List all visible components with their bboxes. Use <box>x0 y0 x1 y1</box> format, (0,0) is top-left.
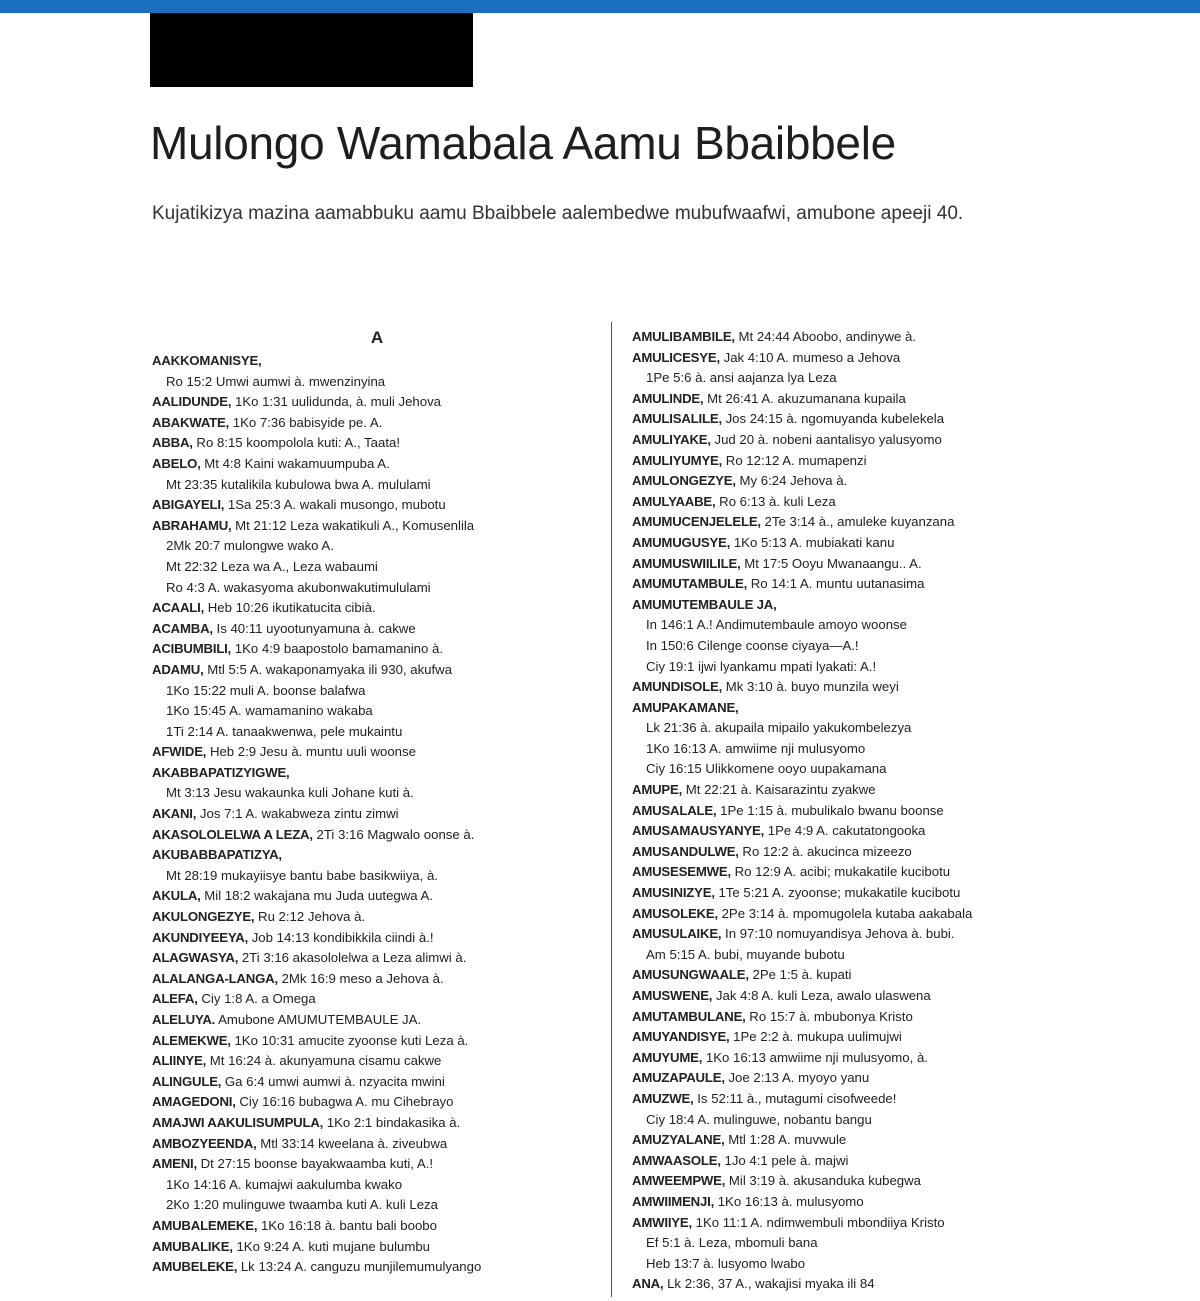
entry-headword: AKUBABBAPATIZYA, <box>152 847 282 863</box>
index-entry <box>632 533 1082 554</box>
index-entry <box>152 1175 602 1196</box>
entry-reference: My 6:24 Jehova à. <box>735 473 848 489</box>
entry-headword: AMUSALALE, <box>632 802 717 818</box>
index-entry <box>632 780 1082 801</box>
entry-reference: Joe 2:13 A. myoyo yanu <box>724 1070 870 1086</box>
entry-reference: 1Te 5:21 A. zyoonse; mukakatile kucibotu <box>714 885 961 901</box>
index-entry <box>152 372 602 393</box>
entry-reference: 1Jo 4:1 pele à. majwi <box>720 1152 849 1168</box>
index-entry <box>152 845 602 866</box>
entry-reference: Jak 4:8 A. kuli Leza, awalo ulaswena <box>712 988 931 1003</box>
entry-reference: Heb 10:26 ikutikatucita cibià. <box>204 600 376 616</box>
entry-headword: AMWIIMENJI, <box>632 1193 715 1209</box>
index-entry <box>152 701 602 722</box>
entry-reference: Mt 22:32 Leza wa A., Leza wabaumi <box>166 558 378 574</box>
index-entry <box>632 595 1082 616</box>
entry-reference: Ciy 16:16 bubagwa A. mu Cihebrayo <box>235 1094 454 1110</box>
index-entry <box>632 636 1082 657</box>
entry-headword: AMUMUTAMBULE, <box>632 576 748 592</box>
entry-reference: Lk 13:24 A. canguzu munjilemumulyango <box>237 1259 482 1275</box>
entry-reference: Jos 24:15 à. ngomuyanda kubelekela <box>721 411 945 427</box>
index-entry <box>632 1068 1082 1089</box>
index-entry <box>632 1171 1082 1192</box>
entry-reference: 1Ko 4:9 baapostolo bamamanino à. <box>231 641 444 657</box>
index-entry <box>632 1233 1082 1254</box>
redacted-block <box>150 13 473 87</box>
index-entry <box>152 392 602 413</box>
entry-reference: 2Pe 1:5 à. kupati <box>748 967 852 983</box>
index-entry <box>632 1048 1082 1069</box>
index-entry <box>632 862 1082 883</box>
index-entry <box>152 783 602 804</box>
index-entry <box>152 413 602 434</box>
index-entry <box>152 969 602 990</box>
entry-reference: Mtl 1:28 A. muvwule <box>724 1132 847 1148</box>
index-entry <box>632 677 1082 698</box>
index-entry <box>632 1274 1082 1295</box>
index-entry <box>632 718 1082 739</box>
entry-headword: AMAGEDONI, <box>152 1094 236 1110</box>
index-entry <box>632 821 1082 842</box>
entry-reference: Jos 7:1 A. wakabweza zintu zimwi <box>196 806 399 822</box>
entry-headword: AKULA, <box>152 888 201 904</box>
entry-reference: Amubone AMUMUTEMBAULE JA. <box>215 1012 422 1027</box>
index-entry <box>632 1254 1082 1275</box>
column-divider <box>611 322 612 1297</box>
entry-reference: Ro 8:15 koompolola kuti: A., Taata! <box>192 435 400 451</box>
index-entry <box>632 657 1082 678</box>
index-entry <box>152 989 602 1010</box>
entry-reference: Mt 21:12 Leza wakatikuli A., Komusenlila <box>231 517 475 533</box>
entry-reference: Ro 14:1 A. muntu uutanasima <box>747 576 925 592</box>
index-entry <box>152 948 602 969</box>
entry-headword: ABAKWATE, <box>152 414 230 430</box>
entry-reference: Mil 3:19 à. akusanduka kubegwa <box>725 1173 921 1189</box>
entry-headword: AMUSANDULWE, <box>632 843 739 859</box>
entry-headword: AKANI, <box>152 806 197 822</box>
index-entry <box>632 739 1082 760</box>
index-entry <box>632 451 1082 472</box>
entry-headword: AMULICESYE, <box>632 349 720 365</box>
entry-headword: AFWIDE, <box>152 744 207 760</box>
entry-headword: AMBOZYEENDA, <box>152 1135 257 1151</box>
entry-reference: Ciy 16:15 Ulikkomene ooyo uupakamana <box>646 761 887 777</box>
index-entry <box>632 492 1082 513</box>
entry-headword: AMUSESEMWE, <box>632 864 731 880</box>
index-entry <box>152 1134 602 1155</box>
entry-headword: AMULIYUMYE, <box>632 452 723 468</box>
entry-reference: Ro 12:9 A. acibi; mukakatile kucibotu <box>730 864 951 880</box>
entry-list-left <box>152 351 602 1278</box>
index-entry <box>632 430 1082 451</box>
entry-headword: AMUYUME, <box>632 1049 703 1065</box>
entry-headword: AMUSWENE, <box>632 988 713 1003</box>
index-entry <box>152 1237 602 1258</box>
entry-headword: AKABBAPATIZYIGWE, <box>152 764 290 780</box>
entry-headword: AMULYAABE, <box>632 493 716 509</box>
entry-reference: Ro 15:2 Umwi aumwi à. mwenzinyina <box>166 373 386 389</box>
entry-headword: AMUSOLEKE, <box>632 905 718 921</box>
entry-headword: AMULINDE, <box>632 390 704 406</box>
entry-reference: Dt 27:15 boonse bayakwaamba kuti, A.! <box>196 1156 434 1172</box>
index-entry <box>152 660 602 681</box>
entry-reference: 1Ko 5:13 A. mubiakati kanu <box>730 534 895 550</box>
index-entry <box>632 348 1082 369</box>
index-entry <box>632 904 1082 925</box>
index-entry <box>632 1027 1082 1048</box>
entry-reference: Jak 4:10 A. mumeso a Jehova <box>719 349 901 365</box>
index-entry <box>152 907 602 928</box>
entry-reference: 1Ko 11:1 A. ndimwembuli mbondiiya Kristo <box>691 1214 945 1230</box>
index-entry <box>632 1213 1082 1234</box>
entry-reference: Lk 21:36 à. akupaila mipailo yakukombelezya <box>646 720 912 736</box>
entry-reference: Mil 18:2 wakajana mu Juda uutegwa A. <box>200 888 434 904</box>
entry-headword: AMULIBAMBILE, <box>632 329 735 344</box>
index-entry <box>632 574 1082 595</box>
entry-headword: AKUNDIYEEYA, <box>152 929 249 945</box>
entry-reference: In 150:6 Cilenge coonse ciyaya—A.! <box>646 637 859 653</box>
entry-headword: AKASOLOLELWA A LEZA, <box>152 826 313 842</box>
index-entry <box>632 801 1082 822</box>
index-entry <box>632 327 1082 348</box>
index-entry <box>632 389 1082 410</box>
index-entry <box>152 1195 602 1216</box>
entry-headword: AMUBALEMEKE, <box>152 1217 258 1233</box>
index-entry <box>152 681 602 702</box>
entry-headword: ACIBUMBILI, <box>152 641 232 657</box>
entry-headword: AMUTAMBULANE, <box>632 1008 746 1024</box>
entry-headword: AMUSAMAUSYANYE, <box>632 823 765 839</box>
entry-reference: Ro 6:13 à. kuli Leza <box>715 493 836 509</box>
entry-headword: AMWIIYE, <box>632 1214 692 1230</box>
entry-reference: Ciy 19:1 ijwi lyankamu mpati lyakati: A.! <box>646 658 877 674</box>
index-entry <box>152 639 602 660</box>
entry-headword: AALIDUNDE, <box>152 394 232 410</box>
entry-reference: Ro 12:2 à. akucinca mizeezo <box>738 843 912 859</box>
entry-reference: Ro 4:3 A. wakasyoma akubonwakutimululami <box>166 579 431 595</box>
index-entry <box>152 722 602 743</box>
top-accent-bar <box>0 0 1200 13</box>
entry-headword: AMUSINIZYE, <box>632 885 715 901</box>
entry-headword: AMWEEMPWE, <box>632 1173 726 1189</box>
entry-headword: ALELUYA. <box>152 1012 216 1027</box>
entry-reference: Ciy 18:4 A. mulinguwe, nobantu bangu <box>646 1111 872 1127</box>
index-entry <box>152 866 602 887</box>
index-entry <box>632 554 1082 575</box>
entry-reference: Ga 6:4 umwi aumwi à. nzyacita mwini <box>221 1073 445 1089</box>
entry-reference: Job 14:13 kondibikkila ciindi à.! <box>248 929 434 945</box>
index-entry <box>152 495 602 516</box>
index-entry <box>632 615 1082 636</box>
entry-reference: 1Ko 16:18 à. bantu bali boobo <box>257 1217 437 1233</box>
entry-reference: In 146:1 A.! Andimutembaule amoyo woonse <box>646 617 907 633</box>
entry-reference: Mt 26:41 A. akuzumanana kupaila <box>703 390 906 406</box>
entry-reference: Mtl 33:14 kweelana à. ziveubwa <box>256 1135 448 1151</box>
entry-headword: AMUMUTEMBAULE JA, <box>632 596 777 612</box>
entry-headword: AAKKOMANISYE, <box>152 353 262 368</box>
index-entry <box>632 965 1082 986</box>
entry-headword: AMULONGEZYE, <box>632 473 736 489</box>
index-entry <box>152 351 602 372</box>
entry-headword: AMUZWE, <box>632 1090 694 1106</box>
entry-headword: ABRAHAMU, <box>152 517 232 533</box>
entry-reference: Is 52:11 à., mutagumi cisofweede! <box>693 1090 897 1106</box>
entry-headword: ALEMEKWE, <box>152 1032 231 1048</box>
entry-headword: AMULIYAKE, <box>632 431 711 447</box>
page-title: Mulongo Wamabala Aamu Bbaibbele <box>150 117 896 169</box>
entry-reference: Ru 2:12 Jehova à. <box>254 909 366 925</box>
index-entry <box>632 512 1082 533</box>
index-entry <box>152 1113 602 1134</box>
entry-reference: 2Ti 3:16 Magwalo oonse à. <box>312 826 475 842</box>
entry-reference: Mt 22:21 à. Kaisarazintu zyakwe <box>682 782 876 798</box>
entry-reference: Mt 28:19 mukayiisye bantu babe basikwiiya, à. <box>166 867 438 883</box>
entry-headword: ABBA, <box>152 435 193 451</box>
index-entry <box>632 1192 1082 1213</box>
entry-reference: Ro 12:12 A. mumapenzi <box>722 452 867 468</box>
entry-reference: 1Ko 16:13 A. amwiime nji mulusyomo <box>646 740 866 756</box>
entry-headword: ABELO, <box>152 455 201 471</box>
entry-reference: 2Mk 20:7 mulongwe wako A. <box>166 538 334 554</box>
entry-reference: 1Ko 15:45 A. wamamanino wakaba <box>166 703 373 719</box>
page-subtitle: Kujatikizya mazina aamabbuku aamu Bbaibbele aalembedwe mubufwaafwi, amubone apeeji 40. <box>152 203 964 224</box>
section-letter-heading: A <box>370 328 384 347</box>
index-entry <box>632 986 1082 1007</box>
entry-reference: 1Pe 5:6 à. ansi aajanza lya Leza <box>646 370 837 386</box>
entry-reference: Mk 3:10 à. buyo munzila weyi <box>722 679 899 695</box>
entry-reference: Heb 13:7 à. lusyomo lwabo <box>646 1255 806 1271</box>
entry-reference: 1Ti 2:14 A. tanaakwenwa, pele mukaintu <box>166 723 403 739</box>
entry-reference: Mt 23:35 kutalikila kubulowa bwa A. mululami <box>166 476 431 492</box>
entry-reference: Mtl 5:5 A. wakaponamyaka ili 930, akufwa <box>203 661 453 677</box>
entry-headword: ALAGWASYA, <box>152 950 239 966</box>
entry-reference: Mt 17:5 Ooyu Mwanaangu.. A. <box>740 555 922 571</box>
entry-reference: 1Pe 4:9 A. cakutatongooka <box>764 823 926 839</box>
entry-headword: ALIINYE, <box>152 1053 207 1069</box>
index-entry <box>152 516 602 537</box>
entry-headword: AKULONGEZYE, <box>152 909 255 925</box>
entry-headword: AMUMUGUSYE, <box>632 534 731 550</box>
entry-reference: Mt 3:13 Jesu wakaunka kuli Johane kuti à. <box>166 785 414 801</box>
entry-reference: 2Ti 3:16 akasololelwa a Leza alimwi à. <box>238 950 467 966</box>
entry-headword: ACAALI, <box>152 600 205 616</box>
entry-reference: 2Te 3:14 à., amuleke kuyanzana <box>760 514 955 530</box>
entry-reference: 2Ko 1:20 mulinguwe twaamba kuti A. kuli Leza <box>166 1197 438 1213</box>
entry-reference: 2Mk 16:9 meso a Jehova à. <box>277 970 444 986</box>
entry-headword: ALEFA, <box>152 991 198 1007</box>
entry-reference: Is 40:11 uyootunyamuna à. cakwe <box>212 620 416 636</box>
index-entry <box>632 368 1082 389</box>
index-entry <box>152 475 602 496</box>
entry-headword: AMUBALIKE, <box>152 1238 233 1254</box>
index-entry <box>152 619 602 640</box>
entry-reference: 1Ko 10:31 amucite zyoonse kuti Leza à. <box>230 1032 469 1048</box>
entry-reference: 1Pe 1:15 à. mubulikalo bwanu boonse <box>716 802 944 818</box>
entry-headword: ALALANGA-LANGA, <box>152 970 278 986</box>
entry-headword: ALINGULE, <box>152 1073 222 1089</box>
entry-headword: ABIGAYELI, <box>152 497 225 513</box>
index-entry <box>632 1110 1082 1131</box>
entry-reference: 1Sa 25:3 A. wakali musongo, mubotu <box>224 497 446 513</box>
entry-list-right <box>632 327 1082 1295</box>
entry-reference: 1Pe 2:2 à. mukupa uulimujwi <box>729 1029 902 1045</box>
entry-headword: AMULISALILE, <box>632 411 722 427</box>
entry-headword: AMUPAKAMANE, <box>632 699 739 715</box>
index-entry <box>632 842 1082 863</box>
entry-reference: Mt 24:44 Aboobo, andinywe à. <box>734 329 916 344</box>
index-entry <box>152 1072 602 1093</box>
entry-reference: 1Ko 7:36 babisyide pe. A. <box>229 414 383 430</box>
entry-headword: AMWAASOLE, <box>632 1152 721 1168</box>
index-entry <box>632 883 1082 904</box>
entry-reference: 1Ko 15:22 muli A. boonse balafwa <box>166 682 366 698</box>
index-entry <box>632 945 1082 966</box>
index-entry <box>152 598 602 619</box>
entry-reference: Jud 20 à. nobeni aantalisyo yalusyomo <box>710 431 942 447</box>
index-entry <box>632 1089 1082 1110</box>
index-entry <box>152 557 602 578</box>
entry-reference: 1Ko 1:31 uulidunda, à. muli Jehova <box>231 394 442 410</box>
entry-headword: AMUMUCENJELELE, <box>632 514 761 530</box>
index-entry <box>152 1154 602 1175</box>
entry-headword: AMUBELEKE, <box>152 1259 238 1275</box>
index-entry <box>152 1257 602 1278</box>
entry-headword: ANA, <box>632 1276 664 1292</box>
entry-reference: Lk 2:36, 37 A., wakajisi myaka ili 84 <box>663 1276 875 1292</box>
entry-headword: ADAMU, <box>152 661 204 677</box>
index-entry <box>632 759 1082 780</box>
index-entry <box>152 454 602 475</box>
index-entry <box>632 1151 1082 1172</box>
entry-headword: AMAJWI AAKULISUMPULA, <box>152 1114 324 1130</box>
entry-headword: AMUSUNGWAALE, <box>632 967 749 983</box>
entry-reference: Ciy 1:8 A. a Omega <box>197 991 316 1007</box>
index-entry <box>632 924 1082 945</box>
entry-headword: AMENI, <box>152 1156 197 1172</box>
index-entry <box>152 1010 602 1031</box>
entry-reference: 1Ko 9:24 A. kuti mujane bulumbu <box>232 1238 431 1254</box>
index-entry <box>152 536 602 557</box>
entry-reference: 2Pe 3:14 à. mpomugolela kutaba aakabala <box>717 905 973 921</box>
entry-headword: AMUSULAIKE, <box>632 926 722 942</box>
index-entry <box>152 433 602 454</box>
entry-reference: 1Ko 16:13 amwiime nji mulusyomo, à. <box>702 1049 928 1065</box>
index-entry <box>152 928 602 949</box>
entry-reference: In 97:10 nomuyandisya Jehova à. bubi. <box>721 926 955 942</box>
entry-reference: Am 5:15 A. bubi, muyande bubotu <box>646 946 845 962</box>
entry-headword: ACAMBA, <box>152 620 213 636</box>
entry-reference: Heb 2:9 Jesu à. muntu uuli woonse <box>206 744 416 760</box>
index-entry <box>152 1216 602 1237</box>
index-entry <box>152 742 602 763</box>
index-entry <box>152 1051 602 1072</box>
index-entry <box>632 698 1082 719</box>
index-entry <box>632 1130 1082 1151</box>
entry-headword: AMUMUSWIILILE, <box>632 555 741 571</box>
index-entry <box>632 409 1082 430</box>
index-entry <box>632 471 1082 492</box>
index-column-right <box>632 327 1082 1295</box>
entry-headword: AMUPE, <box>632 782 683 798</box>
index-entry <box>152 1031 602 1052</box>
entry-headword: AMUZYALANE, <box>632 1132 725 1148</box>
index-entry <box>152 804 602 825</box>
index-entry <box>152 578 602 599</box>
index-entry <box>152 825 602 846</box>
entry-reference: 1Ko 14:16 A. kumajwi aakulumba kwako <box>166 1176 403 1192</box>
entry-headword: AMUYANDISYE, <box>632 1029 730 1045</box>
entry-reference: 1Ko 2:1 bindakasika à. <box>323 1114 461 1130</box>
index-entry <box>152 763 602 784</box>
entry-reference: Ro 15:7 à. mbubonya Kristo <box>745 1008 913 1024</box>
index-column-left <box>152 325 602 1278</box>
index-entry <box>152 1092 602 1113</box>
index-entry <box>152 886 602 907</box>
entry-headword: AMUZAPAULE, <box>632 1070 725 1086</box>
entry-headword: AMUNDISOLE, <box>632 679 723 695</box>
entry-reference: Mt 4:8 Kaini wakamuumpuba A. <box>200 455 390 471</box>
entry-reference: 1Ko 16:13 à. mulusyomo <box>714 1193 864 1209</box>
entry-reference: Ef 5:1 à. Leza, mbomuli bana <box>646 1235 818 1251</box>
index-entry <box>632 1007 1082 1028</box>
entry-reference: Mt 16:24 à. akunyamuna cisamu cakwe <box>206 1053 442 1069</box>
